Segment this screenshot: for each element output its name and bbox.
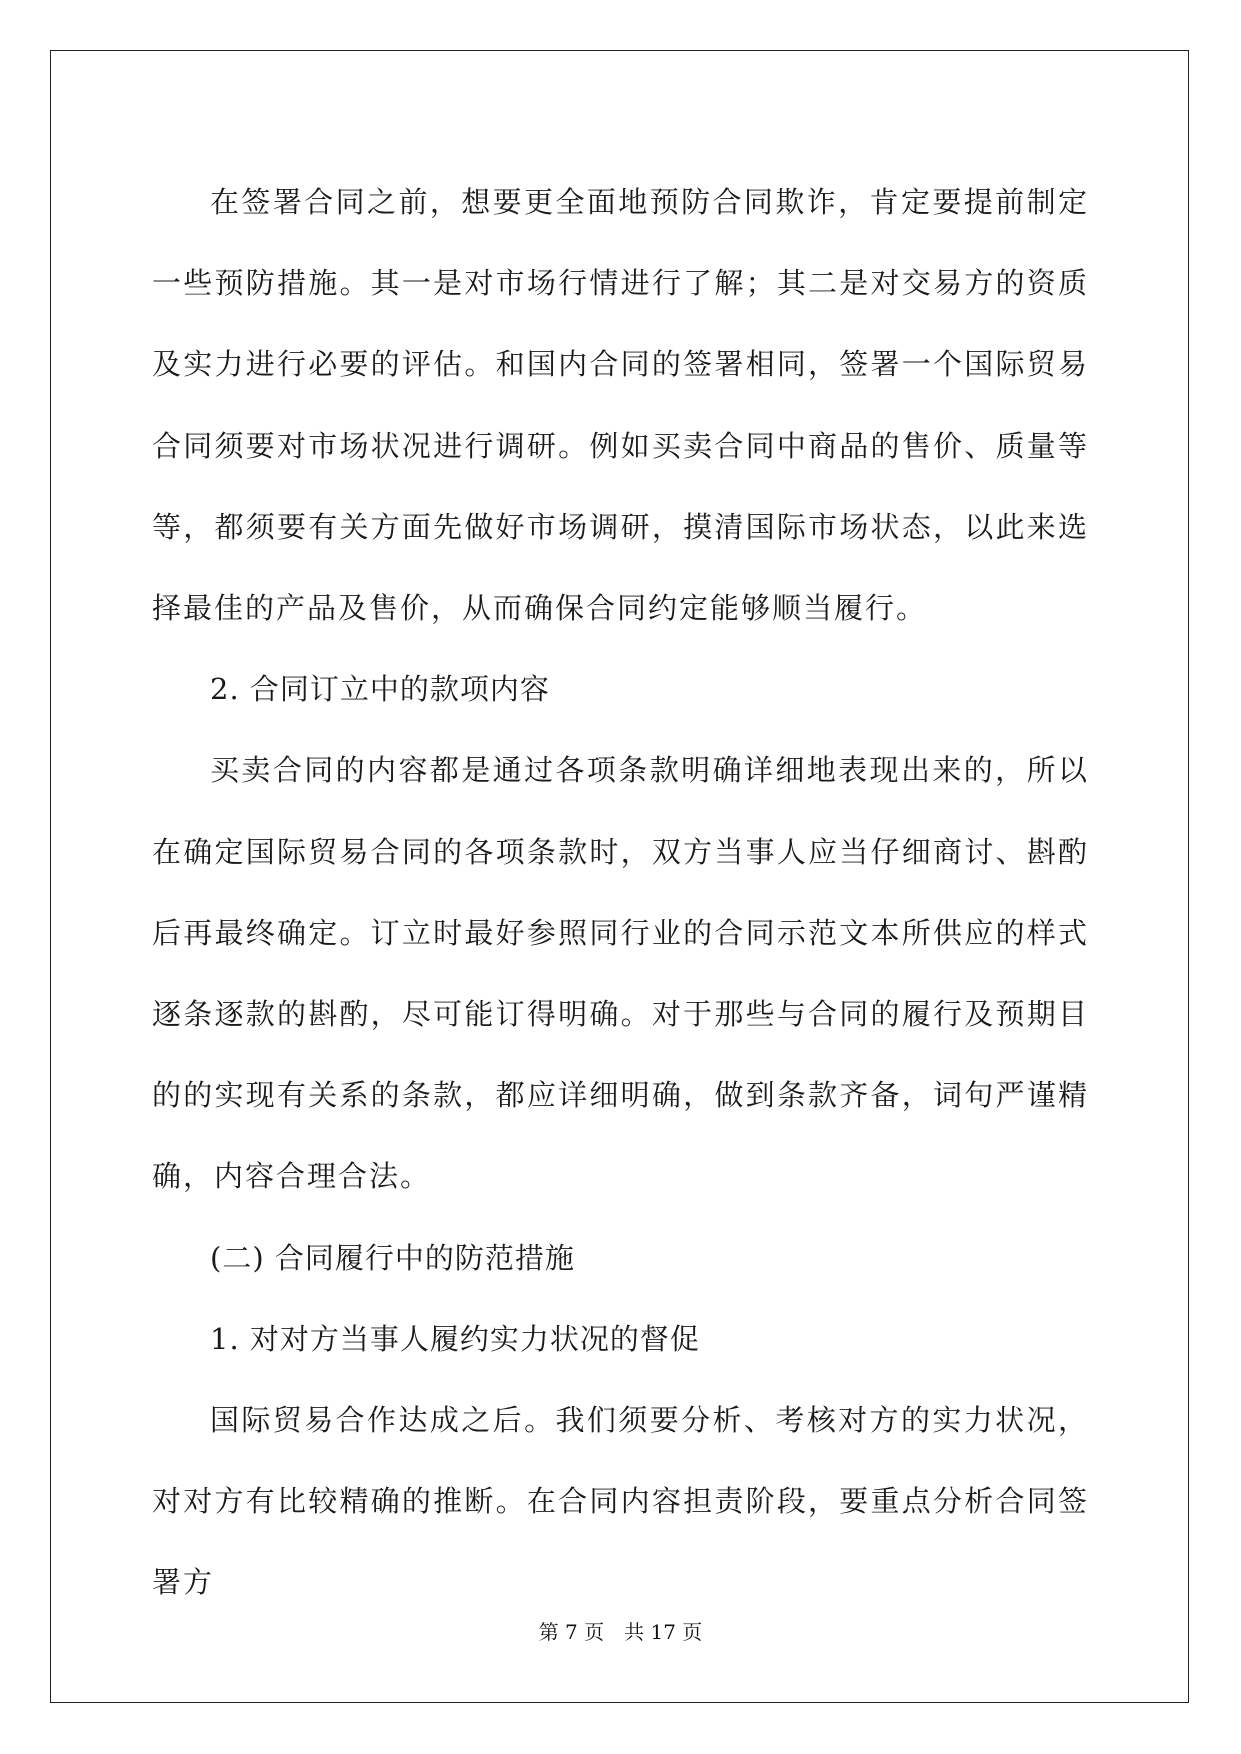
document-body [152,162,1089,1624]
heading-performance-measures: (二) 合同履行中的防范措施 [210,1240,575,1275]
heading-contract-clauses: 2. 合同订立中的款项内容 [210,672,550,707]
page-number-footer: 第 7 页 共 17 页 [538,1620,703,1644]
paragraph-contract-clauses: 买卖合同的内容都是通过各项条款明确详细地表现出来的，所以在确定国际贸易合同的各项条款时，双方当事人应当仔细商讨、斟酌后再最终确定。订立时最好参照同行业的合同示范文本所供应的样式逐条逐款的斟酌，尽可能订得明确。对于那些与合同的履行及预期目的的实现有关系的条款，都应详细明确，做到条款齐备，词句严谨精确，内容合理合法。 [152,753,1089,1194]
paragraph-pre-signing-prevention: 在签署合同之前，想要更全面地预防合同欺诈，肯定要提前制定一些预防措施。其一是对市场行情进行了解；其二是对交易方的资质及实力进行必要的评估。和国内合同的签署相同，签署一个国际贸易合同须要对市场状况进行调研。例如买卖合同中商品的售价、质量等等，都须要有关方面先做好市场调研，摸清国际市场状态，以此来选择最佳的产品及售价，从而确保合同约定能够顺当履行。 [152,185,1089,626]
paragraph-counterparty-analysis: 国际贸易合作达成之后。我们须要分析、考核对方的实力状况，对对方有比较精确的推断。在合同内容担责阶段，要重点分析合同签署方 [152,1403,1089,1600]
heading-counterparty-supervision: 1. 对对方当事人履约实力状况的督促 [210,1321,700,1356]
